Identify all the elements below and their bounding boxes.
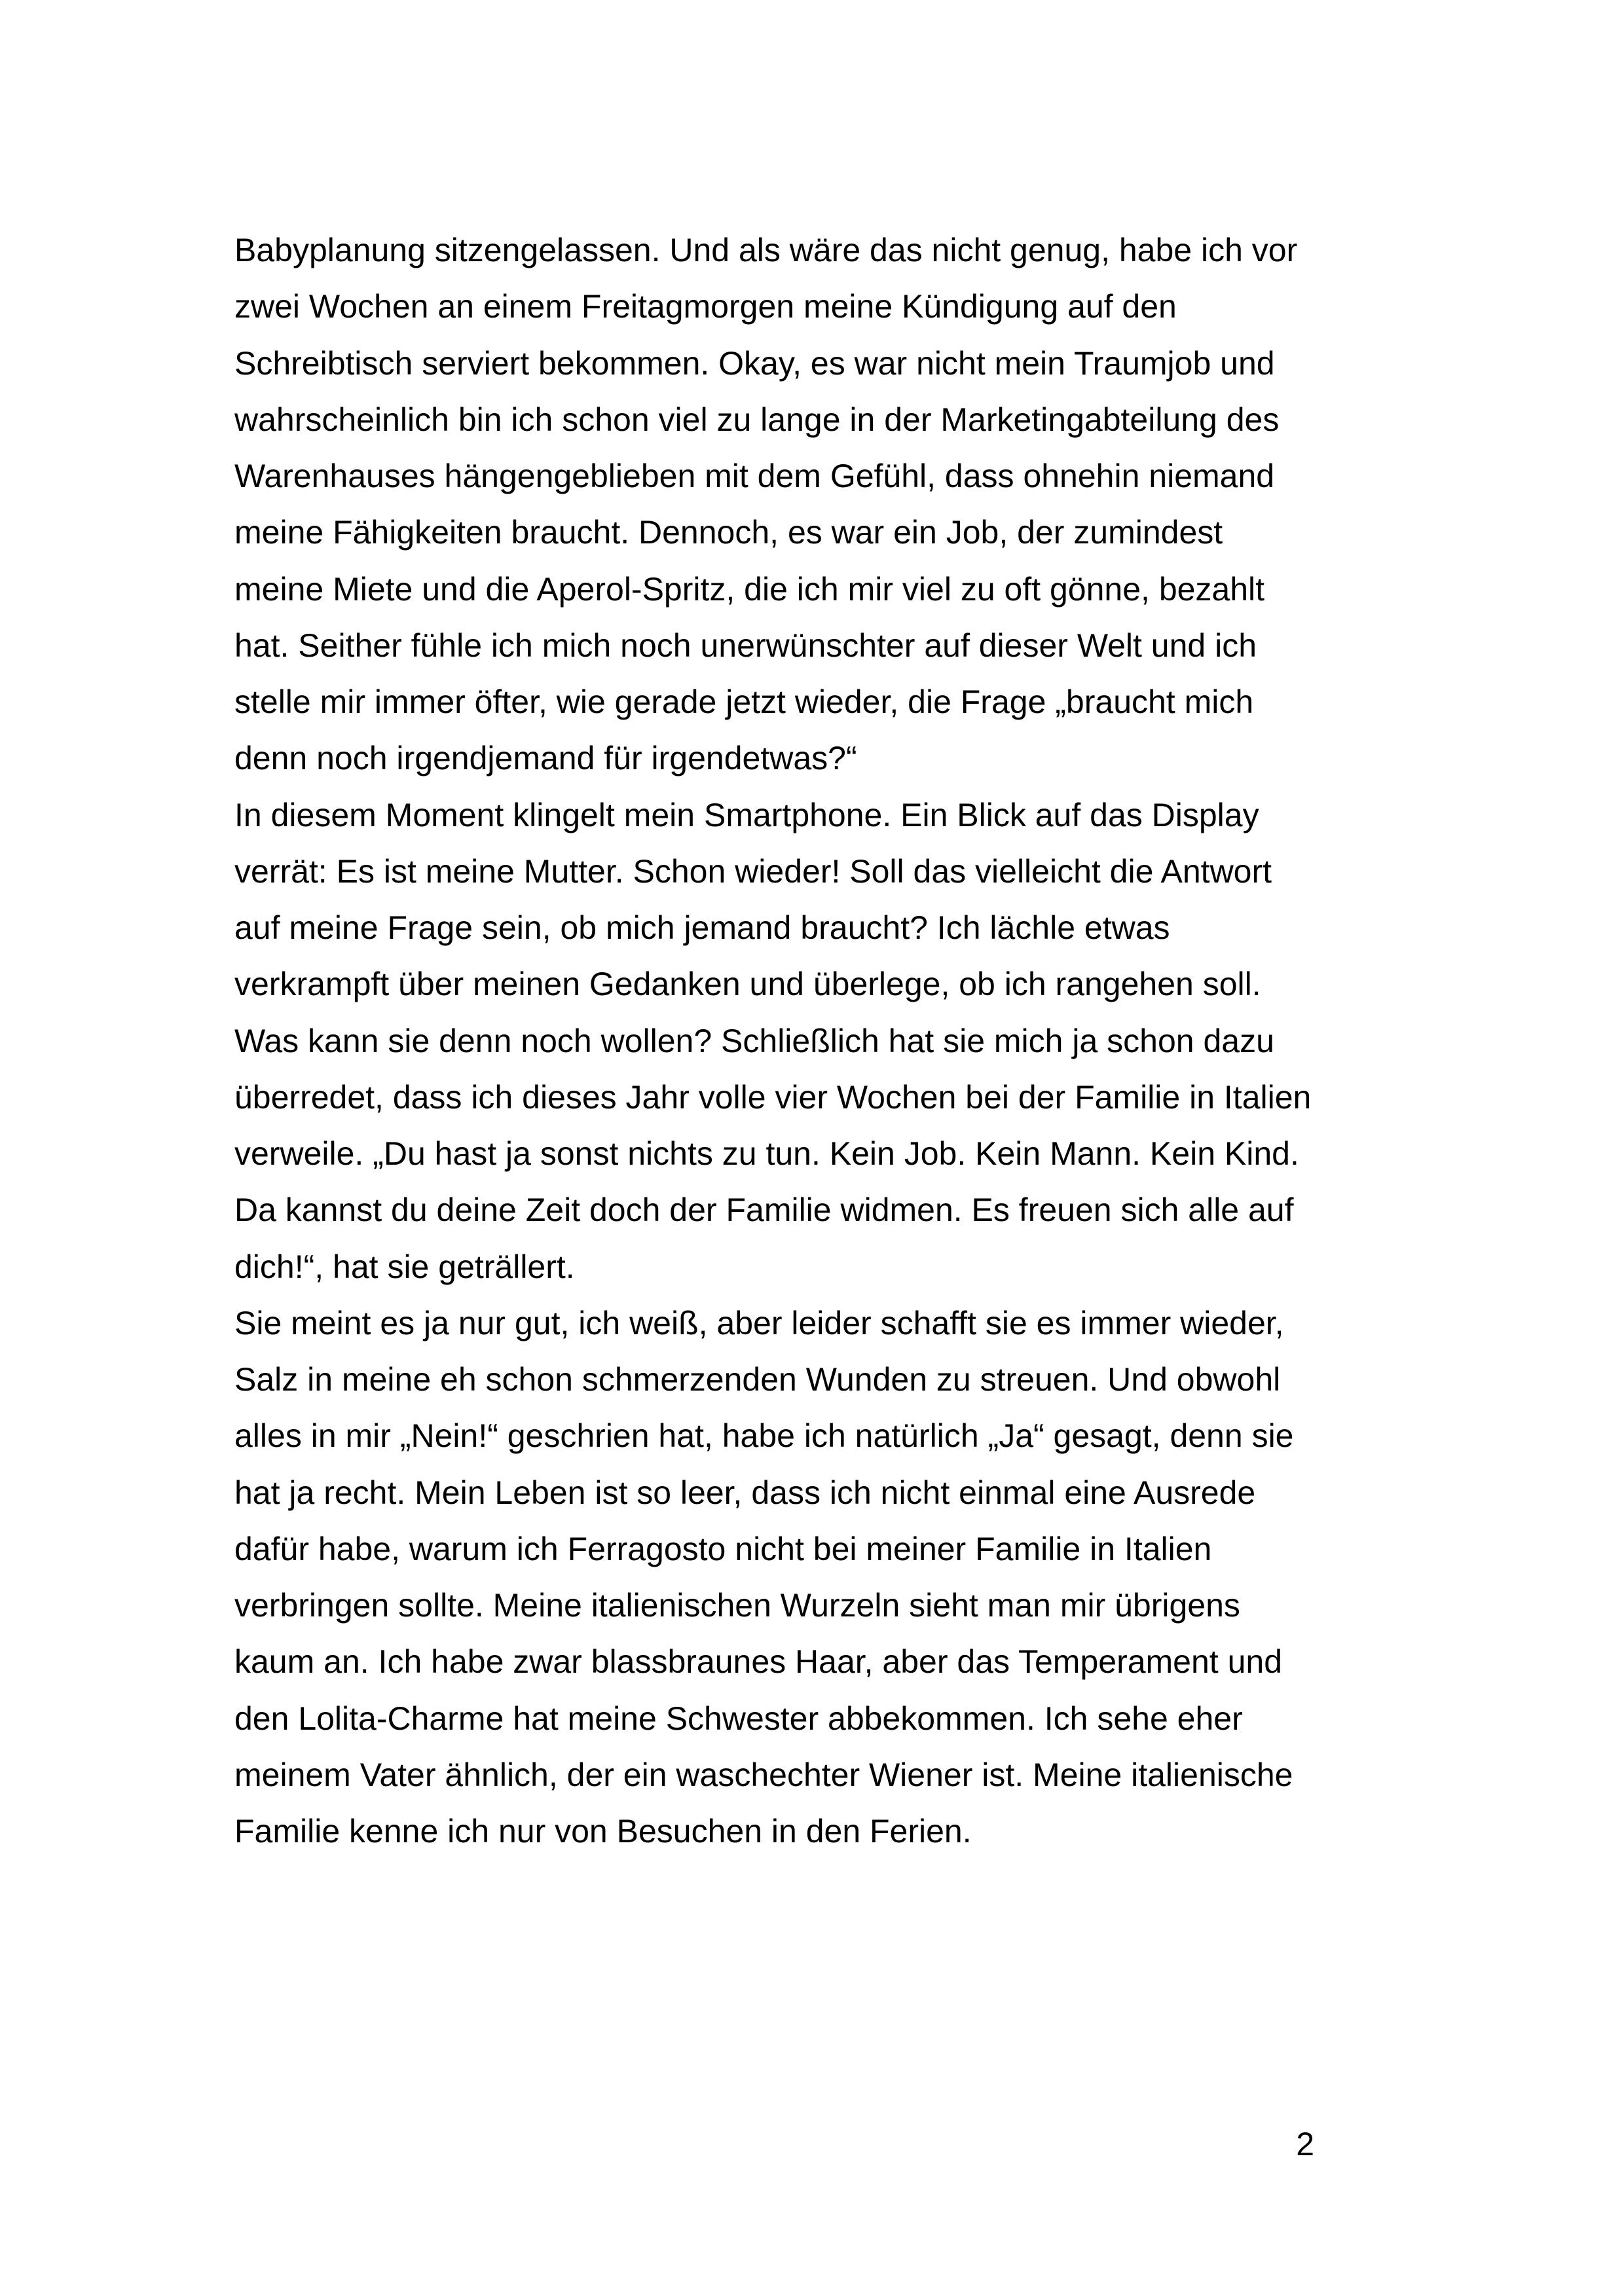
text-line: überredet, dass ich dieses Jahr volle vier Wochen bei der Familie in Italien [234, 1078, 1312, 1116]
text-line: Warenhauses hängengeblieben mit dem Gefühl, dass ohnehin niemand [234, 458, 1275, 494]
text-line: kaum an. Ich habe zwar blassbraunes Haar, aber das Temperament und [234, 1643, 1282, 1681]
text-line: wahrscheinlich bin ich schon viel zu lange in der Marketingabteilung des [234, 401, 1280, 438]
text-line: Familie kenne ich nur von Besuchen in den Ferien. [234, 1813, 972, 1850]
text-line: verkrampft über meinen Gedanken und überlege, ob ich rangehen soll. [234, 966, 1261, 1003]
text-line: zwei Wochen an einem Freitagmorgen meine Kündigung auf den [234, 288, 1177, 325]
text-line: Was kann sie denn noch wollen? Schließlich hat sie mich ja schon dazu [234, 1022, 1274, 1059]
text-line: Schreibtisch serviert bekommen. Okay, es war nicht mein Traumjob und [234, 344, 1275, 382]
text-line: meine Fähigkeiten braucht. Dennoch, es war ein Job, der zumindest [234, 514, 1223, 551]
text-line: dich!“, hat sie geträllert. [234, 1248, 575, 1285]
text-line: Sie meint es ja nur gut, ich weiß, aber leider schafft sie es immer wieder, [234, 1304, 1284, 1341]
text-line: auf meine Frage sein, ob mich jemand braucht? Ich lächle etwas [234, 909, 1170, 946]
text-line: meine Miete und die Aperol-Spritz, die ich mir viel zu oft gönne, bezahlt [234, 570, 1265, 608]
text-line: Da kannst du deine Zeit doch der Familie widmen. Es freuen sich alle auf [234, 1192, 1294, 1229]
text-line: hat ja recht. Mein Leben ist so leer, dass ich nicht einmal eine Ausrede [234, 1474, 1256, 1511]
page-number: 2 [1296, 2126, 1314, 2162]
text-line: verrät: Es ist meine Mutter. Schon wieder! Soll das vielleicht die Antwort [234, 852, 1272, 890]
body-text [234, 222, 1321, 1859]
text-line: Salz in meine eh schon schmerzenden Wunden zu streuen. Und obwohl [234, 1361, 1281, 1398]
text-line: denn noch irgendjemand für irgendetwas?“ [234, 740, 857, 777]
text-line: den Lolita-Charme hat meine Schwester abbekommen. Ich sehe eher [234, 1700, 1243, 1737]
text-line: stelle mir immer öfter, wie gerade jetzt wieder, die Frage „braucht mich [234, 683, 1254, 720]
text-line: verweile. „Du hast ja sonst nichts zu tun. Kein Job. Kein Mann. Kein Kind. [234, 1135, 1299, 1172]
text-line: hat. Seither fühle ich mich noch unerwünschter auf dieser Welt und ich [234, 627, 1257, 664]
text-line: alles in mir „Nein!“ geschrien hat, habe ich natürlich „Ja“ gesagt, denn sie [234, 1417, 1294, 1455]
text-line: Babyplanung sitzengelassen. Und als wäre das nicht genug, habe ich vor [234, 232, 1298, 268]
text-line: verbringen sollte. Meine italienischen Wurzeln sieht man mir übrigens [234, 1587, 1240, 1624]
text-line: dafür habe, warum ich Ferragosto nicht bei meiner Familie in Italien [234, 1530, 1212, 1567]
text-line: meinem Vater ähnlich, der ein waschechter Wiener ist. Meine italienische [234, 1756, 1293, 1793]
text-line: In diesem Moment klingelt mein Smartphone. Ein Blick auf das Display [234, 796, 1259, 833]
